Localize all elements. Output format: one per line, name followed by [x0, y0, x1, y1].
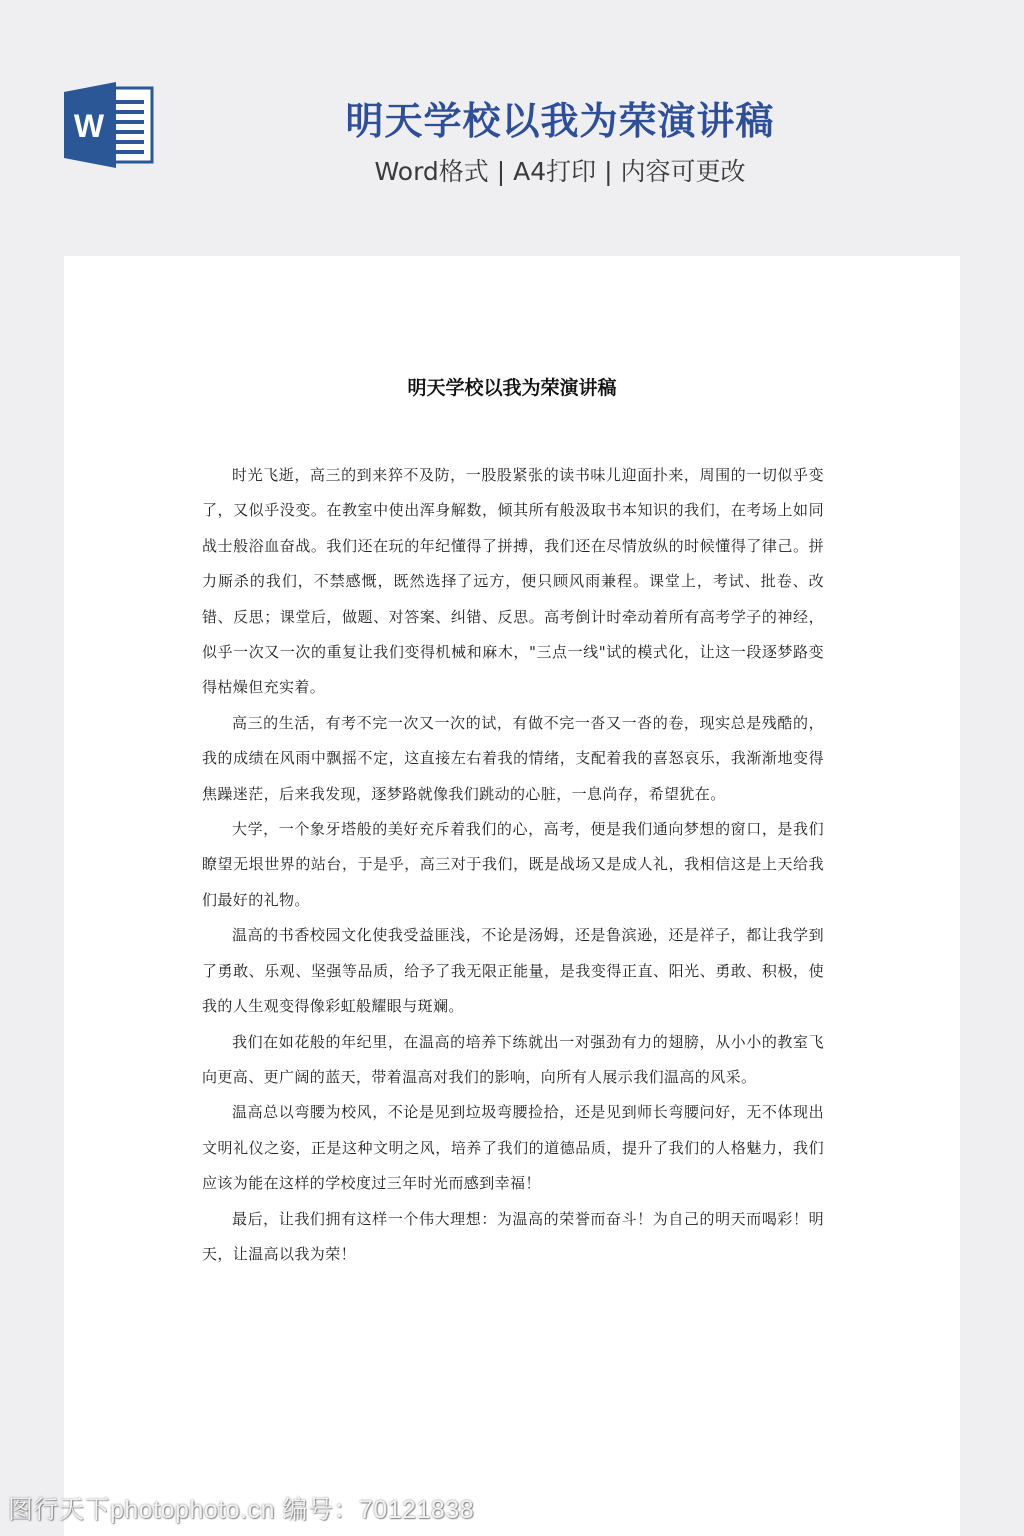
- paragraph-3: 大学，一个象牙塔般的美好充斥着我们的心，高考，便是我们通向梦想的窗口，是我们瞭望无垠世界的站台，于是乎，高三对于我们，既是战场又是成人礼，我相信这是上天给我们最好的礼物。: [202, 820, 824, 909]
- word-document-icon: [64, 82, 156, 168]
- document-title: 明天学校以我为荣演讲稿: [407, 377, 617, 399]
- paragraph-6: 温高总以弯腰为校风，不论是见到垃圾弯腰捡拾，还是见到师长弯腰问好，无不体现出文明礼仪之姿，正是这种文明之风，培养了我们的道德品质，提升了我们的人格魅力，我们应该为能在这样的学校度过三年时光而感到幸福！: [202, 1103, 824, 1193]
- paragraph-5: 我们在如花般的年纪里，在温高的培养下练就出一对强劲有力的翅膀，从小小的教室飞向更高、更广阔的蓝天，带着温高对我们的影响，向所有人展示我们温高的风采。: [202, 1032, 824, 1086]
- paragraph-1: 时光飞逝，高三的到来猝不及防，一股股紧张的读书味儿迎面扑来，周围的一切似乎变了，又似乎没变。在教室中使出浑身解数，倾其所有般汲取书本知识的我们，在考场上如同战士般浴血奋战。我们还在玩的年纪懂得了拼搏，我们还在尽情放纵的时候懂得了律己。拼力厮杀的我们，不禁感慨，既然选择了远方，便只顾风雨兼程。课堂上，考试、批卷、改错、反思；课堂后，做题、对答案、纠错、反思。高考倒计时牵动着所有高考学子的神经，似乎一次又一次的重复让我们变得机械和麻木，"三点一线"试的模式化，让这一段逐梦路变得枯燥但充实着。: [202, 466, 824, 697]
- header-title: 明天学校以我为荣演讲稿: [345, 99, 775, 143]
- page-header: [0, 0, 1024, 255]
- paragraph-7: 最后，让我们拥有这样一个伟大理想：为温高的荣誉而奋斗！为自己的明天而喝彩！明天，让温高以我为荣！: [202, 1209, 824, 1263]
- header-subtitle: Word格式 | A4打印 | 内容可更改: [374, 157, 746, 186]
- document-page: [64, 256, 960, 1536]
- document-body: [202, 458, 824, 1272]
- paragraph-2: 高三的生活，有考不完一次又一次的试，有做不完一沓又一沓的卷，现实总是残酷的，我的成绩在风雨中飘摇不定，这直接左右着我的情绪，支配着我的喜怒哀乐，我渐渐地变得焦躁迷茫，后来我发现，逐梦路就像我们跳动的心脏，一息尚存，希望犹在。: [202, 713, 824, 803]
- word-logo-letter: W: [73, 108, 105, 144]
- watermark: 图行天下photophoto.cn 编号：70121838: [8, 1496, 475, 1524]
- paragraph-4: 温高的书香校园文化使我受益匪浅，不论是汤姆，还是鲁滨逊，还是祥子，都让我学到了勇敢、乐观、坚强等品质，给予了我无限正能量，是我变得正直、阳光、勇敢、积极，使我的人生观变得像彩虹般耀眼与斑斓。: [202, 926, 824, 1016]
